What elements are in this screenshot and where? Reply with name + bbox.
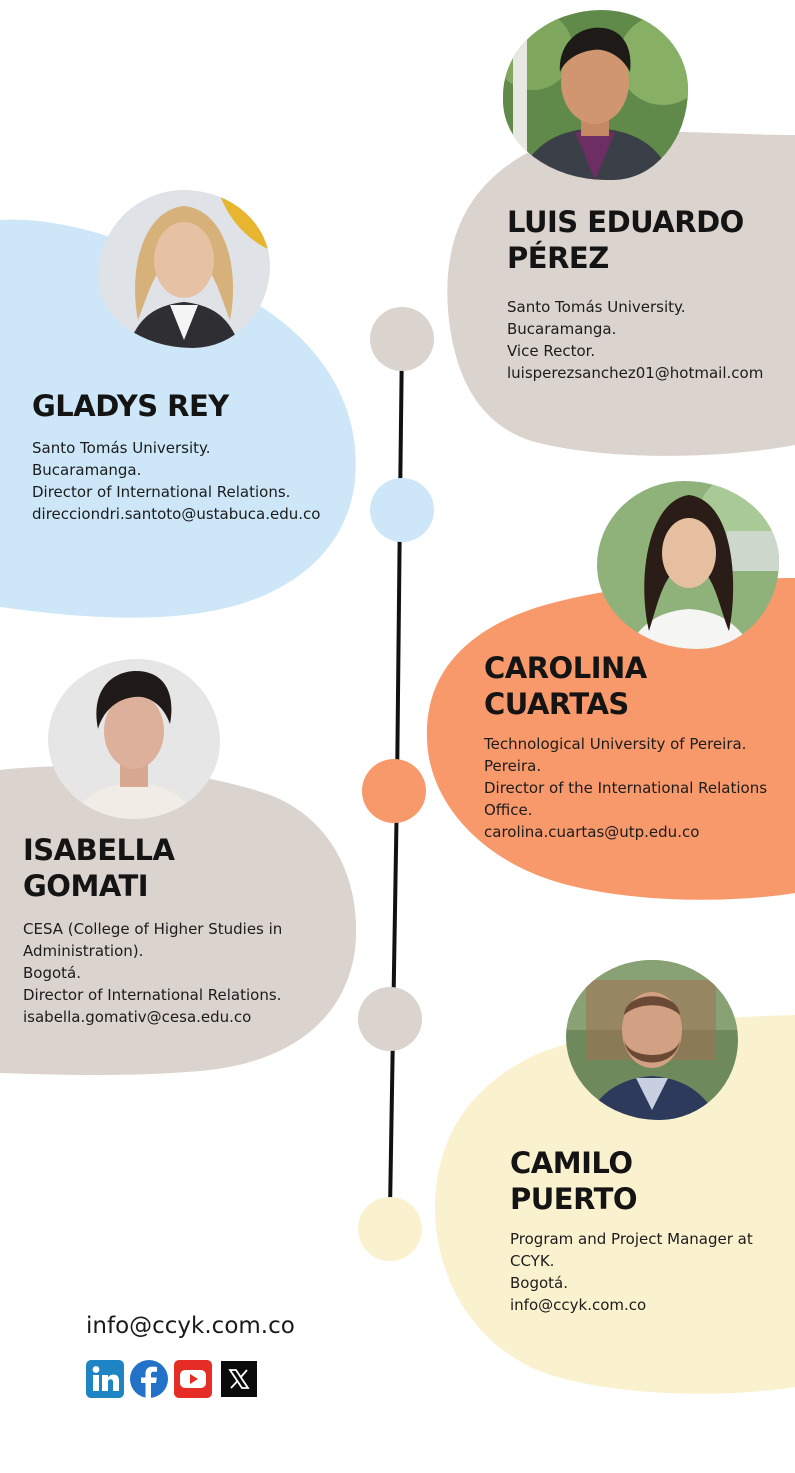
linkedin-icon[interactable] bbox=[86, 1360, 124, 1398]
carolina-role-line2: Office. bbox=[484, 801, 533, 819]
timeline-dot-beige bbox=[370, 307, 434, 371]
luis-name-line2: PÉREZ bbox=[507, 241, 609, 275]
carolina-city: Pereira. bbox=[484, 757, 542, 775]
carolina-info bbox=[484, 733, 767, 843]
camilo-name bbox=[510, 1145, 637, 1217]
camilo-role-line1: Program and Project Manager at bbox=[510, 1230, 753, 1248]
gladys-city: Bucaramanga. bbox=[32, 461, 142, 479]
timeline-dot-beige-2 bbox=[358, 987, 422, 1051]
luis-role: Vice Rector. bbox=[507, 342, 596, 360]
luis-info bbox=[507, 296, 763, 384]
gladys-role: Director of International Relations. bbox=[32, 483, 291, 501]
carolina-institution: Technological University of Pereira. bbox=[484, 735, 747, 753]
youtube-icon[interactable] bbox=[174, 1360, 212, 1398]
luis-photo bbox=[503, 10, 688, 180]
luis-name bbox=[507, 204, 744, 276]
isabella-institution-line2: Administration). bbox=[23, 942, 144, 960]
carolina-name bbox=[484, 650, 647, 722]
isabella-name-line2: GOMATI bbox=[23, 869, 149, 903]
gladys-name bbox=[32, 388, 229, 424]
luis-city: Bucaramanga. bbox=[507, 320, 617, 338]
timeline-dot-blue bbox=[370, 478, 434, 542]
gladys-institution: Santo Tomás University. bbox=[32, 439, 211, 457]
camilo-role-line2: CCYK. bbox=[510, 1252, 555, 1270]
luis-institution: Santo Tomás University. bbox=[507, 298, 686, 316]
timeline-dot-cream bbox=[358, 1197, 422, 1261]
gladys-name-line1: GLADYS REY bbox=[32, 389, 229, 423]
footer-email[interactable]: info@ccyk.com.co bbox=[86, 1313, 295, 1339]
gladys-email[interactable]: direcciondri.santoto@ustabuca.edu.co bbox=[32, 505, 321, 523]
isabella-city: Bogotá. bbox=[23, 964, 82, 982]
isabella-name-line1: ISABELLA bbox=[23, 833, 175, 867]
camilo-info bbox=[510, 1228, 753, 1316]
gladys-info bbox=[32, 437, 320, 525]
isabella-email[interactable]: isabella.gomativ@cesa.edu.co bbox=[23, 1008, 252, 1026]
luis-email[interactable]: luisperezsanchez01@hotmail.com bbox=[507, 364, 764, 382]
isabella-institution-line1: CESA (College of Higher Studies in bbox=[23, 920, 283, 938]
camilo-email[interactable]: info@ccyk.com.co bbox=[510, 1296, 647, 1314]
x-icon[interactable] bbox=[221, 1360, 257, 1398]
isabella-role: Director of International Relations. bbox=[23, 986, 282, 1004]
luis-name-line1: LUIS EDUARDO bbox=[507, 205, 744, 239]
isabella-name bbox=[23, 832, 174, 904]
isabella-info bbox=[23, 918, 282, 1028]
gladys-photo bbox=[98, 190, 270, 348]
carolina-name-line2: CUARTAS bbox=[484, 687, 629, 721]
facebook-icon[interactable] bbox=[130, 1360, 168, 1398]
camilo-name-line1: CAMILO bbox=[510, 1146, 633, 1180]
carolina-email[interactable]: carolina.cuartas@utp.edu.co bbox=[484, 823, 700, 841]
isabella-photo bbox=[48, 659, 220, 819]
carolina-name-line1: CAROLINA bbox=[484, 651, 647, 685]
timeline-dot-orange bbox=[362, 759, 426, 823]
camilo-city: Bogotá. bbox=[510, 1274, 569, 1292]
carolina-role-line1: Director of the International Relations bbox=[484, 779, 768, 797]
camilo-name-line2: PUERTO bbox=[510, 1182, 638, 1216]
